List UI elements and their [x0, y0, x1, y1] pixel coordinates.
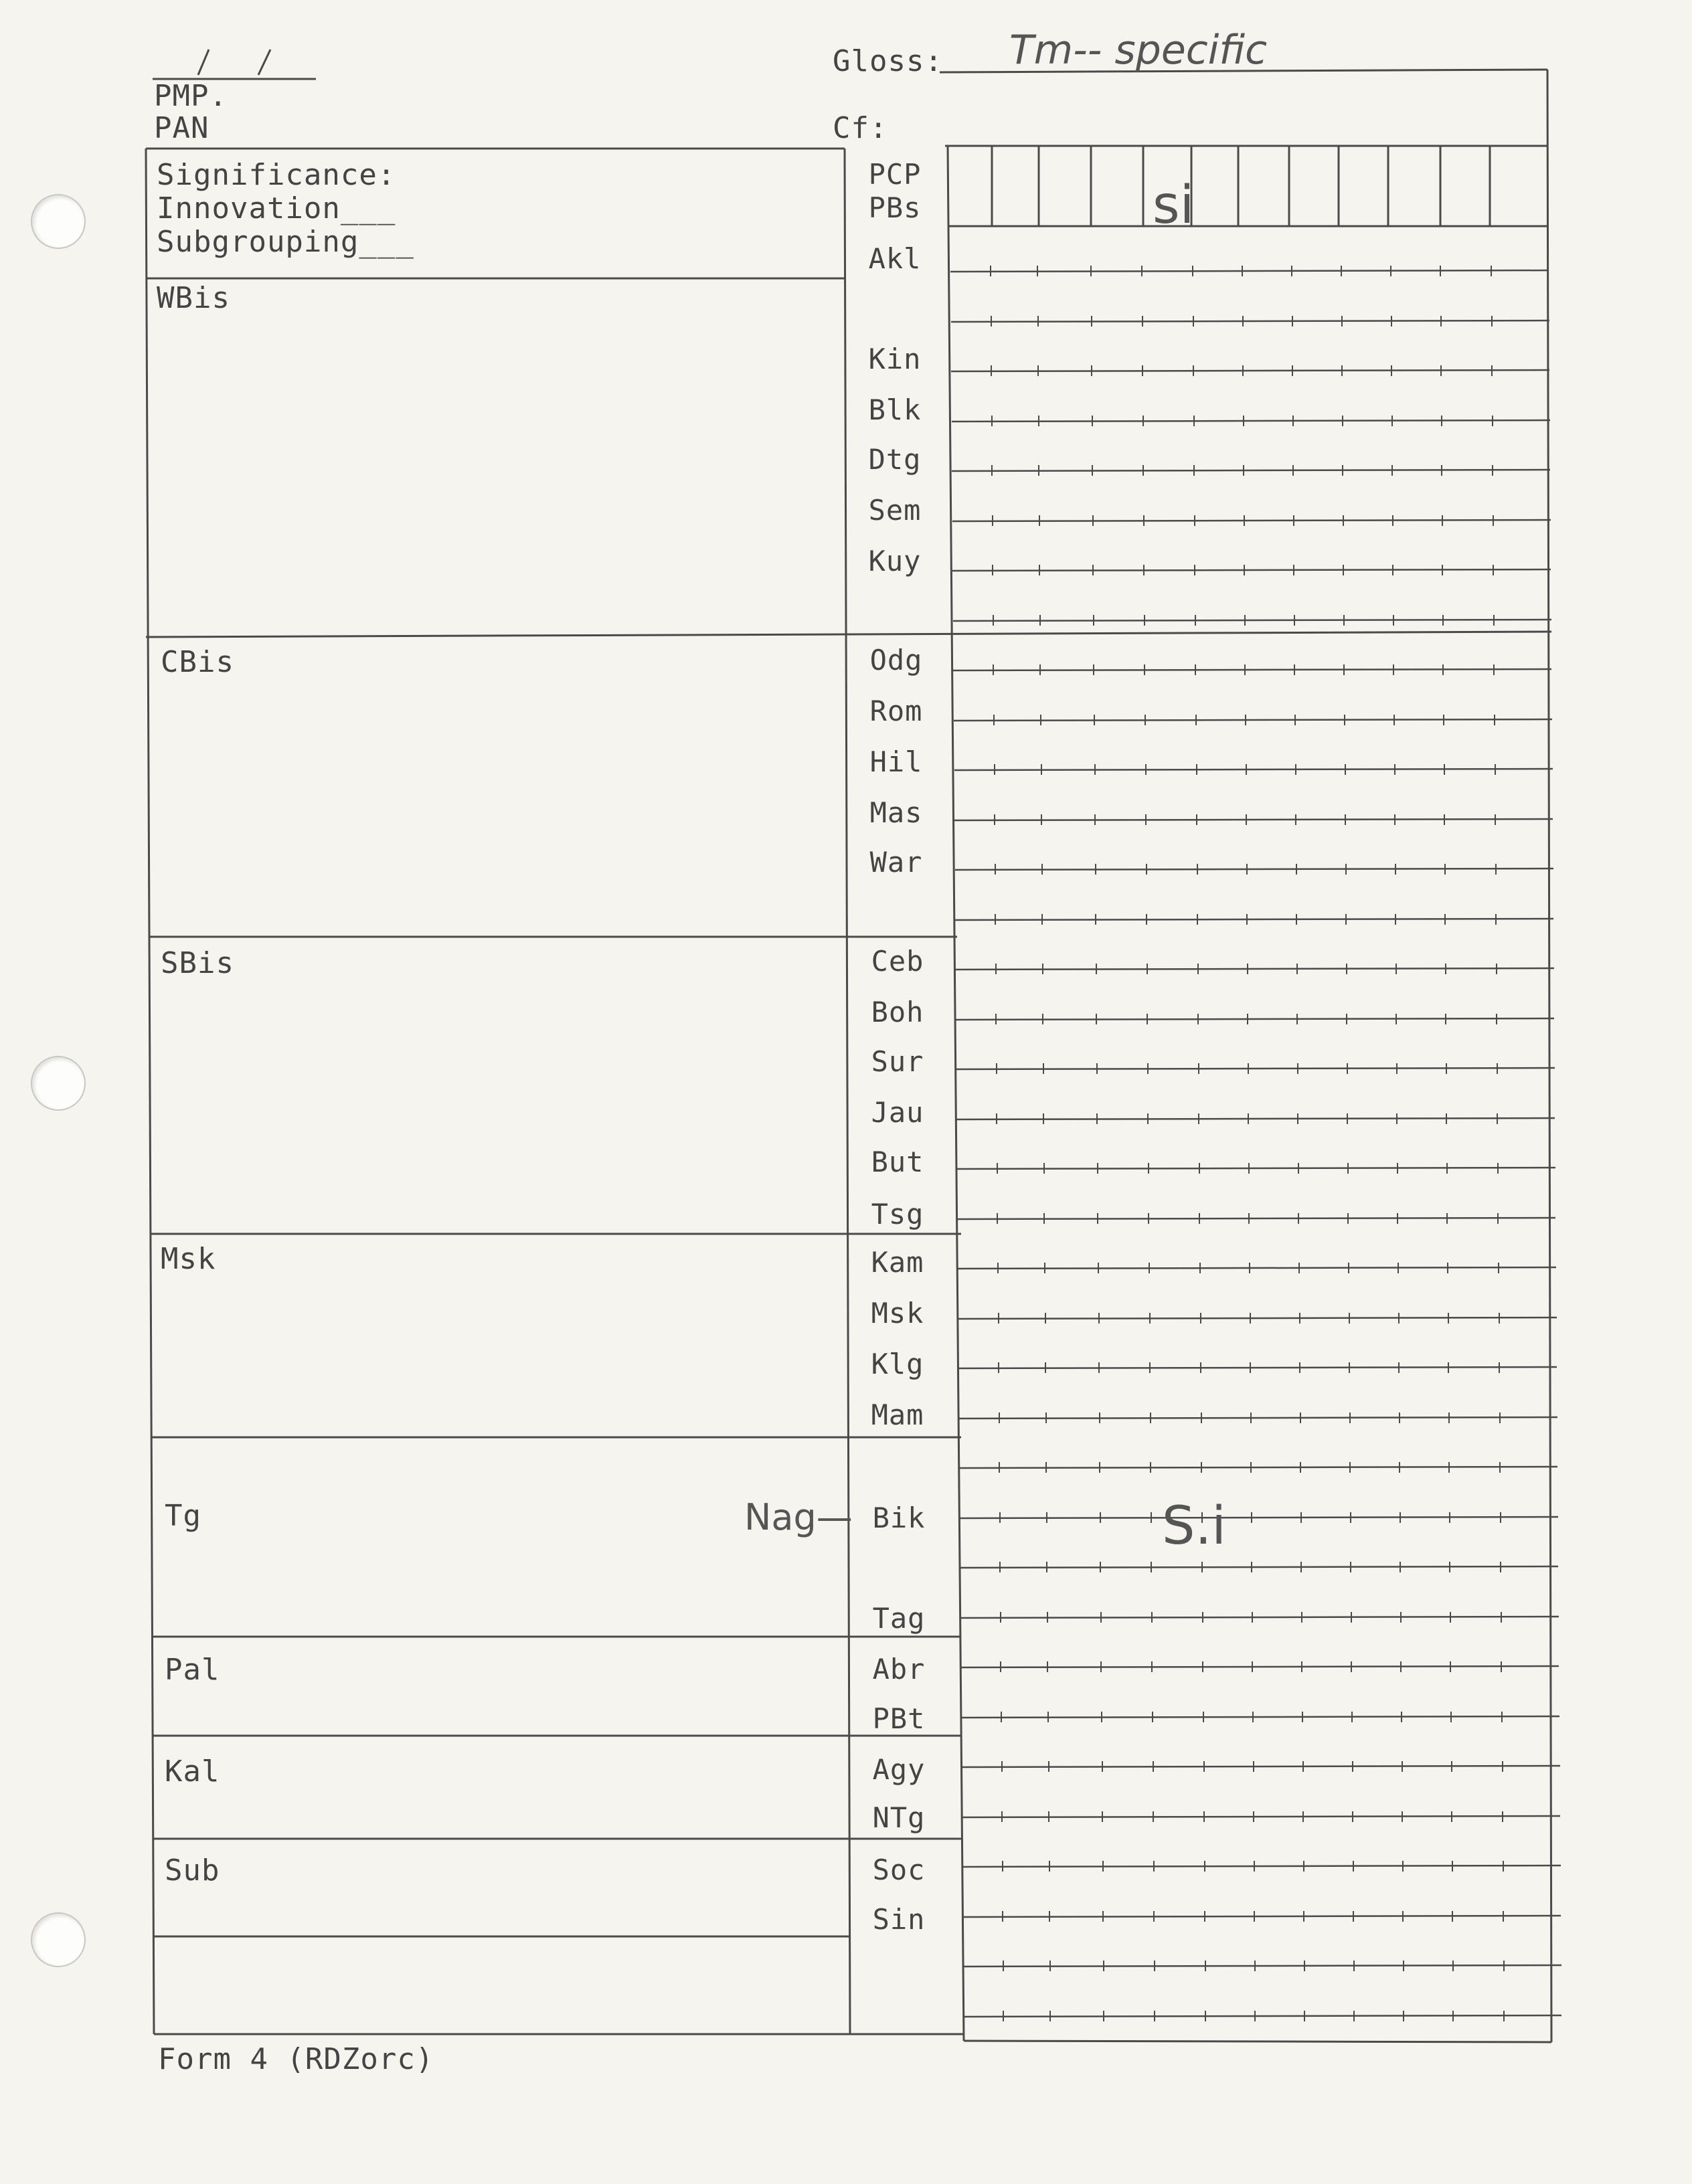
- group-label-sub: Sub: [165, 1853, 220, 1888]
- ruled-line: [954, 819, 1553, 820]
- ruled-line: [960, 1566, 1558, 1568]
- cf-label: Cf:: [833, 111, 888, 145]
- lang-but: But: [871, 1146, 924, 1178]
- ruled-line: [962, 1816, 1560, 1817]
- ruled-line: [955, 869, 1553, 870]
- pan-label: PAN: [154, 111, 209, 145]
- ruled-line: [954, 769, 1553, 770]
- lang-jau: Jau: [871, 1096, 924, 1129]
- ruled-line: [962, 1865, 1561, 1867]
- ruled-line: [958, 1317, 1557, 1319]
- lang-hil: Hil: [869, 745, 923, 778]
- ruled-line: [952, 569, 1551, 571]
- pmp-label: PMP.: [154, 79, 228, 113]
- lang-kuy: Kuy: [868, 545, 922, 577]
- lang-abr: Abr: [872, 1653, 926, 1686]
- lang-mam: Mam: [871, 1398, 924, 1431]
- ruled-line: [960, 1617, 1559, 1618]
- lang-ceb: Ceb: [871, 945, 924, 978]
- ruled-line: [963, 2015, 1561, 2017]
- ruled-line: [953, 669, 1551, 670]
- lang-sur: Sur: [871, 1045, 924, 1078]
- ruled-line: [957, 1218, 1555, 1219]
- significance-title: Significance:: [157, 158, 396, 192]
- lang-soc: Soc: [872, 1853, 926, 1886]
- gloss-label: Gloss:: [833, 44, 943, 78]
- ruled-line: [953, 620, 1551, 621]
- lang-msk: Msk: [871, 1297, 924, 1330]
- ruled-line: [960, 1517, 1558, 1518]
- lang-klg: Klg: [871, 1348, 924, 1380]
- ruled-line: [950, 270, 1549, 272]
- lang-dtg: Dtg: [868, 443, 922, 476]
- group-label-tg: Tg: [165, 1499, 201, 1533]
- lang-kin: Kin: [868, 343, 922, 375]
- ruled-line: [959, 1467, 1557, 1468]
- lang-sin: Sin: [872, 1903, 926, 1936]
- bik-entry: S.i: [1162, 1496, 1226, 1556]
- innovation-label: Innovation___: [157, 191, 396, 225]
- ruled-line: [956, 1068, 1555, 1069]
- pbs-entry: si: [1153, 175, 1195, 236]
- group-label-msk: Msk: [161, 1242, 216, 1276]
- ruled-line: [956, 968, 1554, 970]
- lang-rom: Rom: [869, 695, 923, 727]
- nag-note: Nag—: [744, 1496, 853, 1538]
- ruled-line: [957, 1168, 1555, 1169]
- group-label-wbis: WBis: [157, 281, 230, 315]
- ruled-line: [958, 1367, 1557, 1368]
- lang-war: War: [869, 846, 923, 879]
- lang-ntg: NTg: [872, 1801, 926, 1834]
- lang-sem: Sem: [868, 494, 922, 527]
- gloss-value: Tm-- specific: [1009, 27, 1268, 74]
- lang-akl: Akl: [868, 242, 922, 275]
- lang-tsg: Tsg: [871, 1198, 924, 1231]
- ruled-line: [951, 321, 1549, 322]
- ruled-line: [951, 370, 1549, 371]
- ruled-line: [962, 1916, 1561, 1917]
- lang-bik: Bik: [872, 1502, 926, 1534]
- ruled-line: [959, 1417, 1557, 1419]
- ruled-line: [952, 470, 1550, 471]
- lang-odg: Odg: [869, 644, 923, 676]
- subgrouping-label: Subgrouping___: [157, 225, 414, 259]
- ruled-line: [958, 1267, 1556, 1269]
- lang-boh: Boh: [871, 996, 924, 1028]
- ruled-line: [961, 1716, 1559, 1718]
- ruled-line: [956, 1118, 1555, 1119]
- form-footer: Form 4 (RDZorc): [158, 2042, 434, 2076]
- lang-tag: Tag: [872, 1602, 926, 1635]
- ruled-line: [960, 1666, 1559, 1667]
- ruled-line: [952, 420, 1550, 422]
- ruled-line: [952, 520, 1551, 521]
- group-label-cbis: CBis: [161, 645, 234, 679]
- lang-kam: Kam: [871, 1246, 924, 1279]
- ruled-line: [956, 1018, 1554, 1020]
- lang-pbt: PBt: [872, 1702, 926, 1735]
- lang-mas: Mas: [869, 796, 923, 829]
- ruled-line: [963, 1965, 1561, 1967]
- group-label-sbis: SBis: [161, 946, 234, 980]
- lang-pcp: PCP: [868, 158, 922, 191]
- ruled-line: [954, 719, 1552, 721]
- lang-agy: Agy: [872, 1753, 926, 1786]
- group-label-pal: Pal: [165, 1653, 220, 1687]
- ruled-line: [955, 919, 1553, 920]
- lang-pbs: PBs: [868, 191, 922, 224]
- group-label-kal: Kal: [165, 1754, 220, 1789]
- ruled-line: [962, 1766, 1560, 1767]
- lang-blk: Blk: [868, 393, 922, 426]
